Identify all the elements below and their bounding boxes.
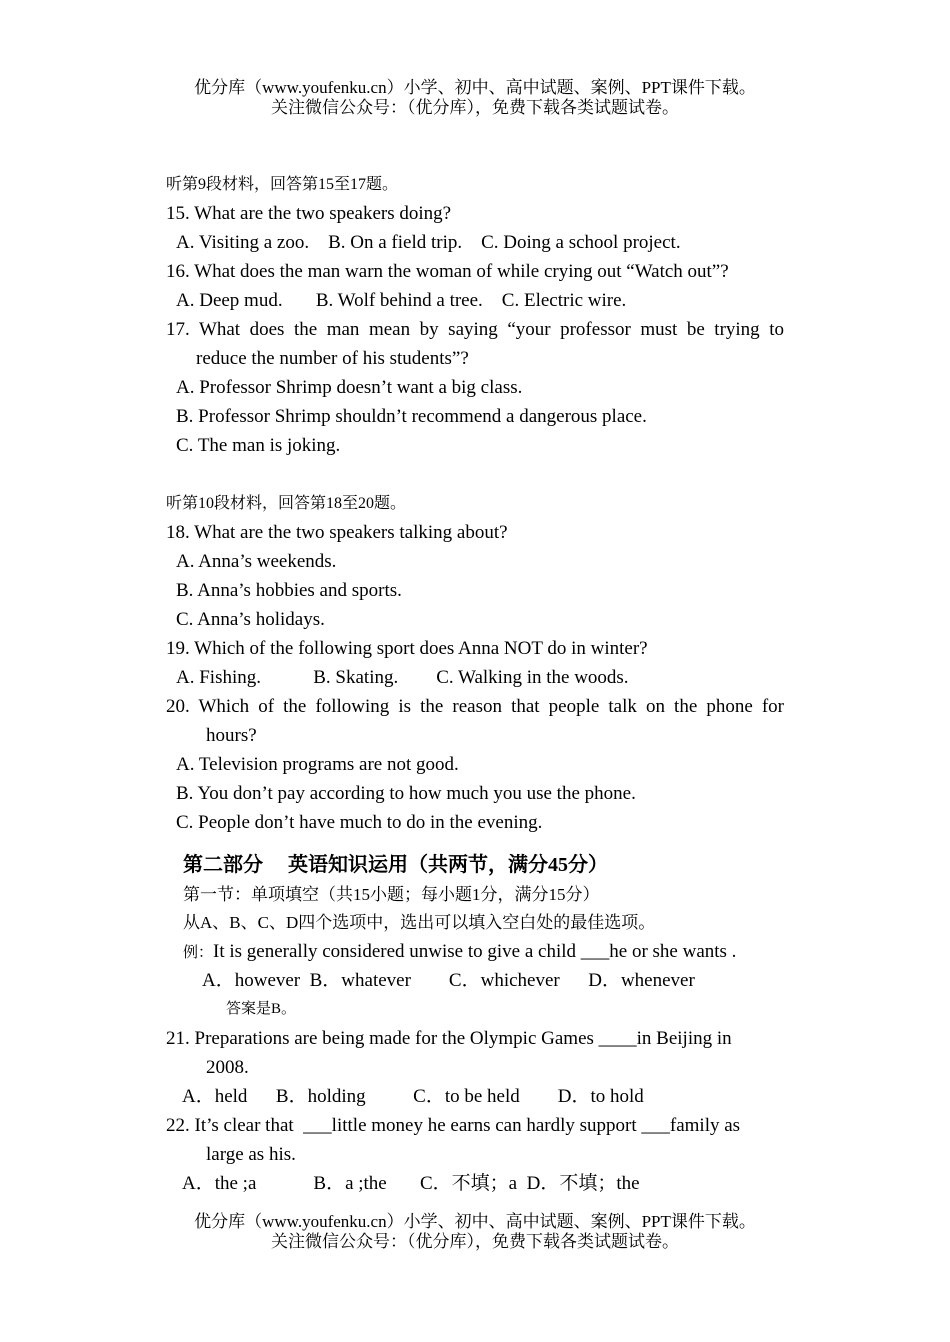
example-answer: 答案是B。 xyxy=(226,1001,297,1017)
exam-content xyxy=(166,170,784,1198)
q21-stem-line-1: 21. Preparations are being made for the Olympic Games ____in Beijing in xyxy=(166,1028,732,1049)
q17-option-c: C. The man is joking. xyxy=(176,435,341,456)
example-prefix: 例： xyxy=(183,945,214,961)
q18-option-c: C. Anna’s holidays. xyxy=(176,609,325,630)
q22-stem-line-1: 22. It’s clear that ___little money he earns can hardly support ___family as xyxy=(166,1115,741,1136)
q17-option-b: B. Professor Shrimp shouldn’t recommend a dangerous place. xyxy=(176,406,647,427)
page-footer xyxy=(0,1212,950,1252)
header-line-2: 关注微信公众号：（优分库），免费下载各类试题试卷。 xyxy=(271,98,679,117)
q18-option-a: A. Anna’s weekends. xyxy=(176,551,337,572)
q20-option-a: A. Television programs are not good. xyxy=(176,754,459,775)
q15-stem: 15. What are the two speakers doing? xyxy=(166,203,452,224)
q17-stem-line-2: reduce the number of his students”? xyxy=(196,348,469,369)
q17-stem-line-1: 17. What does the man mean by saying “your professor must be trying to xyxy=(166,319,784,340)
q20-option-b: B. You don’t pay according to how much you use the phone. xyxy=(176,783,636,804)
page-header xyxy=(0,78,950,118)
q21-stem-line-2: 2008. xyxy=(206,1057,249,1078)
q22-options: A．the ;a B．a ;the C．不填；a D．不填；the xyxy=(182,1173,640,1194)
q19-stem: 19. Which of the following sport does Anna NOT do in winter? xyxy=(166,638,648,659)
example-question xyxy=(166,937,784,966)
q17-option-a: A. Professor Shrimp doesn’t want a big class. xyxy=(176,377,523,398)
q15-options: A. Visiting a zoo. B. On a field trip. C. Doing a school project. xyxy=(176,232,681,253)
footer-line-1: 优分库（www.youfenku.cn）小学、初中、高中试题、案例、PPT课件下载。 xyxy=(194,1212,756,1231)
q20-stem-line-1: 20. Which of the following is the reason that people talk on the phone for xyxy=(166,696,784,717)
q20-stem-line-2: hours? xyxy=(206,725,257,746)
part-2-instruction: 从A、B、C、D四个选项中，选出可以填入空白处的最佳选项。 xyxy=(183,913,656,932)
q21-options: A．held B．holding C．to be held D．to hold xyxy=(182,1086,644,1107)
footer-line-2: 关注微信公众号：（优分库），免费下载各类试题试卷。 xyxy=(271,1232,679,1251)
q20-option-c: C. People don’t have much to do in the evening. xyxy=(176,812,543,833)
example-options: A．however B．whatever C．whichever D．whenever xyxy=(202,970,695,991)
q19-options: A. Fishing. B. Skating. C. Walking in the woods. xyxy=(176,667,629,688)
header-line-1: 优分库（www.youfenku.cn）小学、初中、高中试题、案例、PPT课件下载。 xyxy=(194,78,756,97)
section-9-intro: 听第9段材料，回答第15至17题。 xyxy=(166,176,399,193)
q18-option-b: B. Anna’s hobbies and sports. xyxy=(176,580,402,601)
q16-stem: 16. What does the man warn the woman of while crying out “Watch out”? xyxy=(166,261,729,282)
q18-stem: 18. What are the two speakers talking about? xyxy=(166,522,508,543)
q22-stem-line-2: large as his. xyxy=(206,1144,296,1165)
part-2-title: 第二部分 英语知识运用（共两节，满分45分） xyxy=(183,854,608,876)
example-text: It is generally considered unwise to give a child ___he or she wants . xyxy=(213,941,737,962)
q16-options: A. Deep mud. B. Wolf behind a tree. C. Electric wire. xyxy=(176,290,627,311)
part-2-section-1: 第一节：单项填空（共15小题；每小题1分，满分15分） xyxy=(183,885,600,904)
section-10-intro: 听第10段材料，回答第18至20题。 xyxy=(166,495,407,512)
